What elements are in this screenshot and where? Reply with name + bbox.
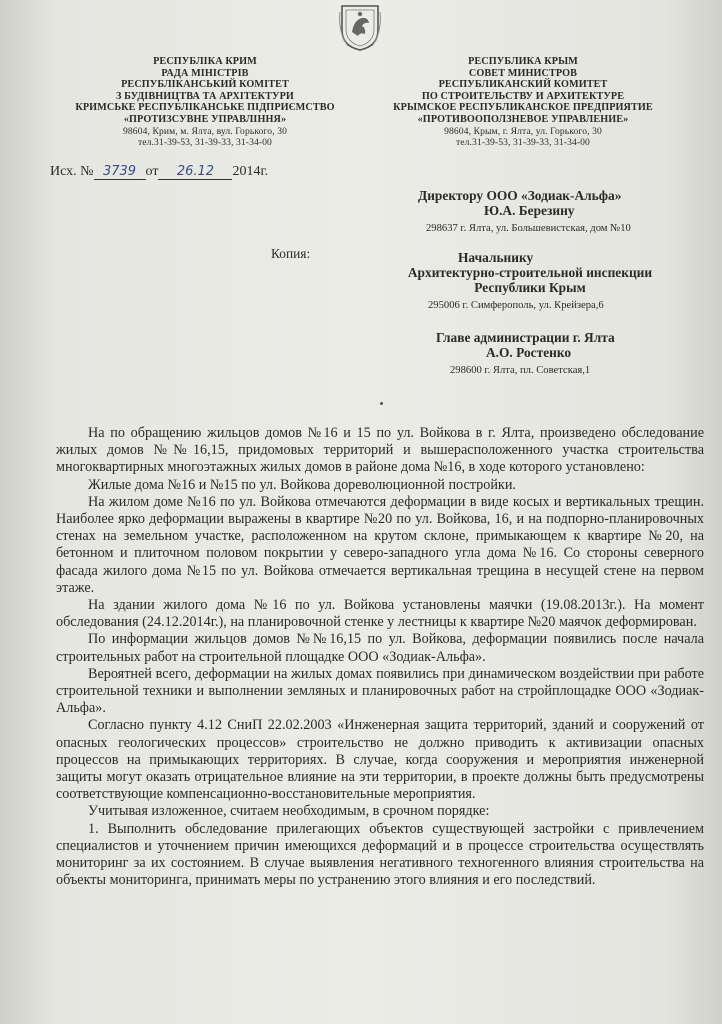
outgoing-number: 3739 — [94, 164, 146, 180]
recipient-administration — [436, 330, 615, 378]
paragraph-9: 1. Выполнить обследование прилегающих объектов существующей застройки с привлечением специалистов и уточнением причин имеющихся деформаций и в процессе строительства осуществлять мониторинг за их состоянием. В случае выявления негативного техногенного влияния строительства на объекты мониторинга, принимать меры по устранению этого влияния и его последствий. — [56, 820, 704, 889]
header-right-address: 98604, Крым, г. Ялта, ул. Горького, 30 — [444, 125, 602, 137]
recipient-director-title: Директору ООО «Зодиак-Альфа» — [418, 188, 622, 203]
recipient-director — [418, 188, 631, 236]
header-right-phones: тел.31-39-53, 31-39-33, 31-34-00 — [456, 137, 590, 149]
recipient-inspection — [400, 250, 660, 313]
recipient-inspection-title2: Архитектурно-строительной инспекции — [407, 265, 653, 280]
header-left-line4: З БУДІВНИЦТВА ТА АРХІТЕКТУРИ — [116, 90, 294, 102]
paragraph-7: Согласно пункту 4.12 СниП 22.02.2003 «Инженерная защита территорий, зданий и сооружений от опасных геологических процессов» строительство не должно приводить к активизации опасных процессов на примыкающих территориях. В случае, когда сооружения и мероприятия инженерной защиты могут оказать отрицательное влияние на эти территории, в проекте должны быть предусмотрены соответствующие компенсационно-восстановительные мероприятия. — [56, 717, 704, 803]
header-left-line6: «ПРОТИЗСУВНЕ УПРАВЛІННЯ» — [123, 113, 287, 125]
header-right-line3: РЕСПУБЛИКАНСКИЙ КОМИТЕТ — [438, 79, 608, 91]
paragraph-8: Учитывая изложенное, считаем необходимым, в срочном порядке: — [88, 803, 490, 820]
header-left-line3: РЕСПУБЛІКАНСЬКИЙ КОМІТЕТ — [121, 79, 289, 91]
center-mark — [380, 402, 383, 405]
recipient-administration-address: 298600 г. Ялта, пл. Советская,1 — [450, 365, 591, 376]
crimea-coat-of-arms-icon — [338, 2, 382, 52]
header-right-line2: СОВЕТ МИНИСТРОВ — [468, 67, 578, 79]
paragraph-1: На по обращению жильцов домов №16 и 15 по ул. Войкова в г. Ялта, произведено обследование жилых домов №№16,15, придомовых территорий и вышерасположенного участка строительства многоквартирных многоэтажных жилых домов в районе дома №16, в ходе которого установлено: — [56, 425, 704, 476]
recipient-director-address: 298637 г. Ялта, ул. Большевистская, дом №10 — [426, 223, 631, 234]
recipient-administration-title: Главе администрации г. Ялта — [436, 330, 615, 345]
header-left-line5: КРИМСЬКЕ РЕСПУБЛІКАНСЬКЕ ПІДПРИЄМСТВО — [75, 102, 335, 114]
header-left-phones: тел.31-39-53, 31-39-33, 31-34-00 — [138, 137, 272, 149]
recipient-inspection-title1: Начальнику — [458, 250, 534, 265]
header-right-line1: РЕСПУБЛИКА КРЫМ — [468, 56, 578, 67]
outgoing-date: 26.12 — [158, 164, 232, 180]
copy-label: Копия: — [271, 246, 311, 261]
header-left-line1: РЕСПУБЛІКА КРИМ — [153, 56, 257, 67]
letter-body — [56, 425, 704, 889]
recipient-inspection-title3: Республики Крым — [474, 280, 586, 295]
outgoing-prefix: Исх. № — [50, 164, 94, 179]
outgoing-from: от — [145, 164, 159, 179]
header-left-address: 98604, Крим, м. Ялта, вул. Горького, 30 — [123, 125, 287, 137]
paragraph-3: На жилом доме №16 по ул. Войкова отмечаются деформации в виде косых и вертикальных трещин. Наиболее ярко деформации выражены в квартире №20 по ул. Войкова, 16, и на подпорно-планировочных стенах на земельном участке, расположенном на крутом склоне, примыкающем к квартире №20, на бетонном и плиточном половом покрытии у северо-западного угла дома №16. Со стороны северного фасада жилого дома №15 по ул. Войкова отмечается вертикальная трещина в несущей стене на первом этаже. — [56, 493, 704, 596]
outgoing-year: 2014г. — [232, 164, 269, 179]
recipient-inspection-address: 295006 г. Симферополь, ул. Крейзера,6 — [428, 300, 604, 311]
header-left-line2: РАДА МІНІСТРІВ — [161, 67, 249, 79]
paragraph-4: На здании жилого дома №16 по ул. Войкова установлены маячки (19.08.2013г.). На момент обследования (24.12.2014г.), на планировочной стенке у лестницы к квартире №20 маячок деформирован. — [56, 597, 704, 631]
paragraph-6: Вероятней всего, деформации на жилых домах появились при динамическом воздействии при работе строительной техники и выполнении земляных и планировочных работ на стройплощадке ООО «Зодиак-Альфа». — [56, 665, 704, 717]
header-ukrainian — [70, 56, 340, 149]
recipient-administration-name: А.О. Ростенко — [486, 345, 572, 360]
header-right-line5: КРЫМСКОЕ РЕСПУБЛИКАНСКОЕ ПРЕДПРИЯТИЕ — [393, 102, 653, 114]
outgoing-reference — [50, 164, 268, 180]
header-right-line4: ПО СТРОИТЕЛЬСТВУ И АРХИТЕКТУРЕ — [421, 90, 625, 102]
header-russian — [392, 56, 654, 149]
paragraph-5: По информации жильцов домов №№16,15 по ул. Войкова, деформации появились после начала строительных работ на строительной площадке ООО «Зодиак-Альфа». — [56, 631, 704, 665]
paragraph-2: Жилые дома №16 и №15 по ул. Войкова дореволюционной постройки. — [88, 476, 516, 493]
header-right-line6: «ПРОТИВООПОЛЗНЕВОЕ УПРАВЛЕНИЕ» — [417, 113, 629, 125]
recipient-director-name: Ю.А. Березину — [484, 203, 575, 218]
